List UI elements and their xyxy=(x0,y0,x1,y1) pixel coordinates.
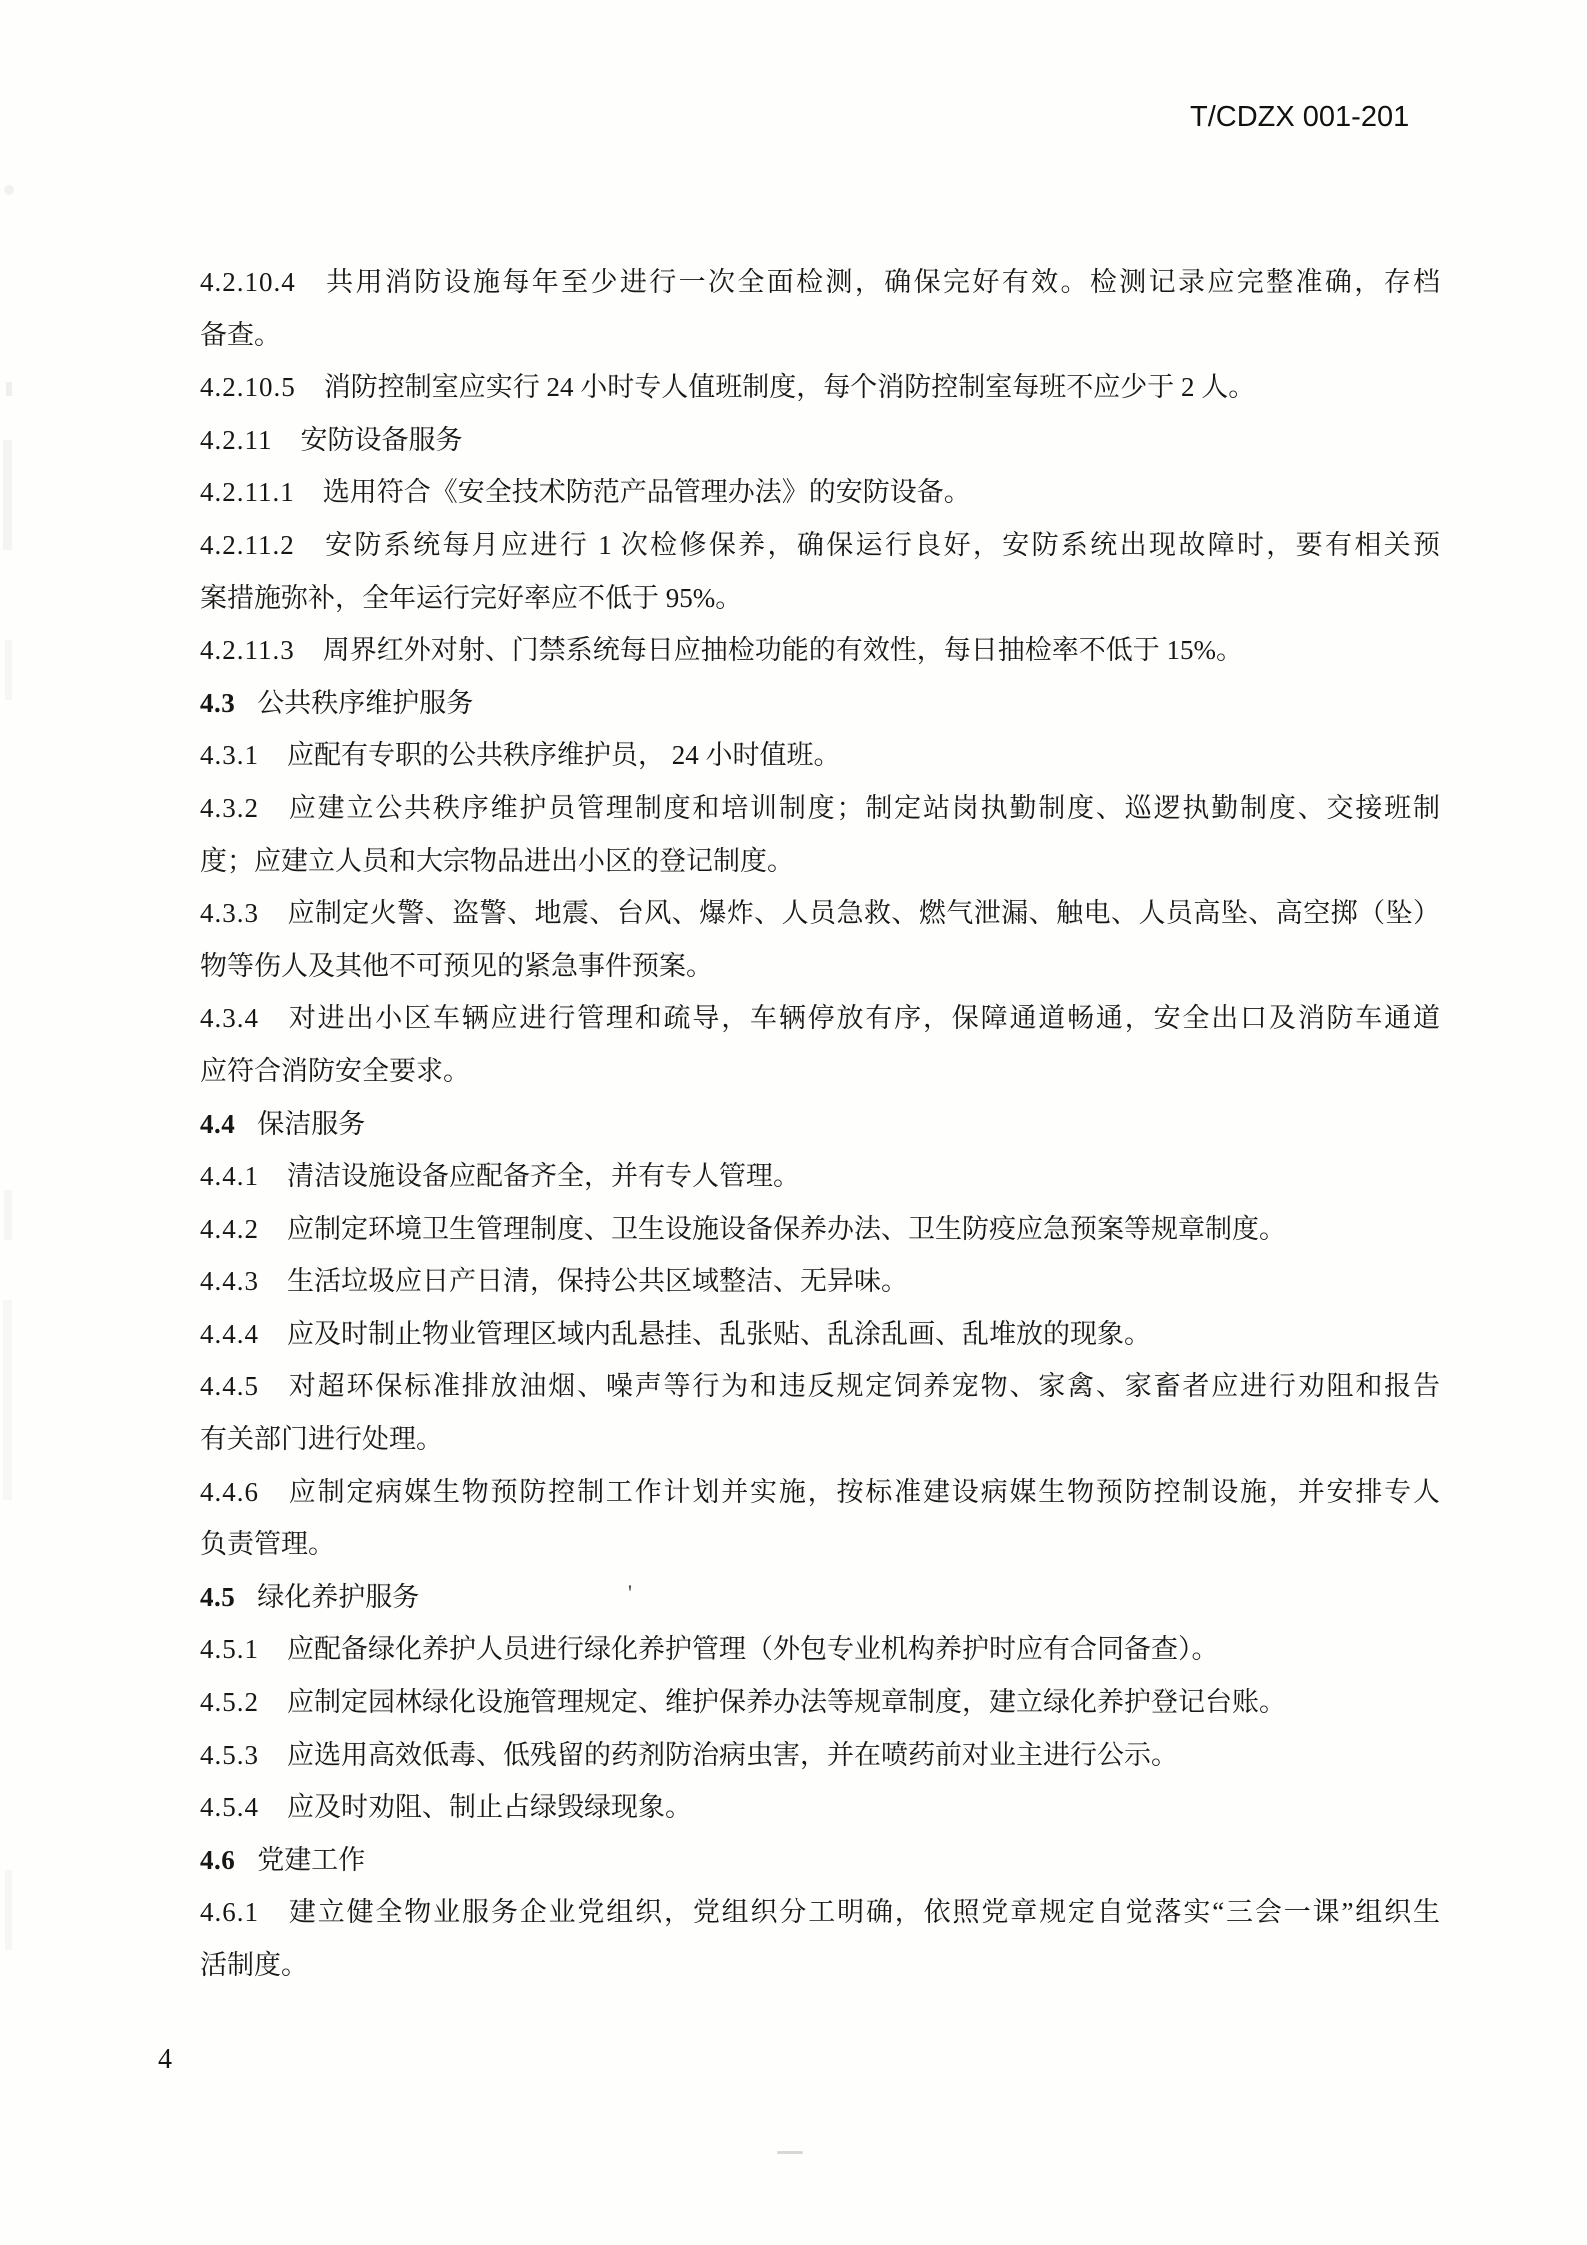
clause-text: 清洁设施设备应配备齐全，并有专人管理。 xyxy=(287,1161,800,1192)
section-heading-line xyxy=(200,677,1440,730)
clause-text: 负责管理。 xyxy=(200,1529,335,1560)
clause-line xyxy=(200,361,1440,414)
clause-number: 4.5.4 xyxy=(200,1792,259,1823)
clause-line xyxy=(200,624,1440,677)
clause-number: 4.5 xyxy=(200,1581,236,1612)
clause-text: 案措施弥补，全年运行完好率应不低于 95%。 xyxy=(200,582,743,613)
clause-number: 4.6 xyxy=(200,1844,236,1875)
clause-text: 党建工作 xyxy=(257,1844,366,1875)
clause-text: 对进出小区车辆应进行管理和疏导，车辆停放有序，保障通道畅通，安全出口及消防车通道 xyxy=(287,1003,1440,1034)
clause-line xyxy=(200,1413,1440,1466)
clause-text: 度；应建立人员和大宗物品进出小区的登记制度。 xyxy=(200,845,794,876)
clause-line xyxy=(200,572,1440,625)
clause-text: 安防系统每月应进行 1 次检修保养，确保运行良好，安防系统出现故障时，要有相关预 xyxy=(322,529,1440,560)
clause-number: 4.2.10.5 xyxy=(200,372,296,403)
scan-artifact xyxy=(3,1300,12,1500)
section-heading-line xyxy=(200,1834,1440,1887)
clause-number: 4.4.1 xyxy=(200,1161,259,1192)
clause-text: 应配有专职的公共秩序维护员， 24 小时值班。 xyxy=(287,740,841,771)
clause-text: 建立健全物业服务企业党组织，党组织分工明确，依照党章规定自觉落实“三会一课”组织生 xyxy=(287,1897,1440,1928)
standard-code-header: T/CDZX 001-201 xyxy=(1190,101,1410,133)
clause-number: 4.4.6 xyxy=(200,1476,259,1507)
clause-text: 备查。 xyxy=(200,319,281,350)
scan-artifact xyxy=(5,1870,12,1950)
clause-number: 4.2.10.4 xyxy=(200,267,296,297)
scan-artifact-tick: ' xyxy=(628,1580,632,1605)
clause-text: 安防设备服务 xyxy=(300,424,463,455)
clause-number: 4.4.2 xyxy=(200,1213,259,1244)
clause-text: 绿化养护服务 xyxy=(257,1581,420,1612)
clause-line xyxy=(200,466,1440,519)
clause-text: 共用消防设施每年至少进行一次全面检测，确保完好有效。检测记录应完整准确，存档 xyxy=(323,267,1440,297)
clause-text: 应建立公共秩序维护员管理制度和培训制度；制定站岗执勤制度、巡逻执勤制度、交接班制 xyxy=(287,792,1440,823)
clause-number: 4.5.3 xyxy=(200,1739,259,1770)
clause-text: 应制定火警、盗警、地震、台风、爆炸、人员急救、燃气泄漏、触电、人员高坠、高空掷（坠） xyxy=(287,898,1440,929)
clause-text: 应符合消防安全要求。 xyxy=(200,1055,470,1086)
clause-text: 应选用高效低毒、低残留的药剂防治病虫害，并在喷药前对业主进行公示。 xyxy=(287,1739,1178,1770)
clause-line xyxy=(200,782,1440,835)
clause-number: 4.4.4 xyxy=(200,1318,259,1349)
clause-line xyxy=(200,309,1440,362)
clause-number: 4.2.11.3 xyxy=(200,635,295,666)
clause-line xyxy=(200,1676,1440,1729)
clause-line xyxy=(200,1886,1440,1939)
clause-line xyxy=(200,519,1440,572)
clause-line xyxy=(200,887,1440,940)
clause-text: 周界红外对射、门禁系统每日应抽检功能的有效性，每日抽检率不低于 15%。 xyxy=(322,635,1243,666)
clause-line xyxy=(200,1360,1440,1413)
clause-number: 4.3.2 xyxy=(200,792,259,823)
clause-number: 4.2.11.1 xyxy=(200,477,295,508)
clause-text: 活制度。 xyxy=(200,1950,308,1980)
clause-text: 保洁服务 xyxy=(257,1108,366,1139)
scan-artifact xyxy=(4,185,14,195)
clause-number: 4.5.2 xyxy=(200,1687,259,1718)
clause-line xyxy=(200,1045,1440,1098)
clause-text: 应制定环境卫生管理制度、卫生设施设备保养办法、卫生防疫应急预案等规章制度。 xyxy=(287,1213,1286,1244)
clause-number: 4.5.1 xyxy=(200,1634,259,1665)
clause-line xyxy=(200,1623,1440,1676)
clause-number: 4.4 xyxy=(200,1108,236,1139)
clause-text: 应制定病媒生物预防控制工作计划并实施，按标准建设病媒生物预防控制设施，并安排专人 xyxy=(287,1476,1440,1507)
clause-text: 应配备绿化养护人员进行绿化养护管理（外包专业机构养护时应有合同备查）。 xyxy=(287,1634,1219,1665)
clause-text: 物等伤人及其他不可预见的紧急事件预案。 xyxy=(200,950,713,981)
clause-line xyxy=(200,256,1440,309)
clause-text: 应及时制止物业管理区域内乱悬挂、乱张贴、乱涂乱画、乱堆放的现象。 xyxy=(287,1318,1151,1349)
clause-text: 消防控制室应实行 24 小时专人值班制度，每个消防控制室每班不应少于 2 人。 xyxy=(323,372,1256,403)
clause-line xyxy=(200,1150,1440,1203)
clause-text: 对超环保标准排放油烟、噪声等行为和违反规定饲养宠物、家禽、家畜者应进行劝阻和报告 xyxy=(287,1371,1440,1402)
clause-line xyxy=(200,1466,1440,1519)
clause-number: 4.6.1 xyxy=(200,1897,259,1928)
clause-number: 4.3.1 xyxy=(200,740,259,771)
clause-line xyxy=(200,1781,1440,1834)
clause-text: 有关部门进行处理。 xyxy=(200,1424,443,1455)
scan-artifact xyxy=(5,640,12,700)
clause-line xyxy=(200,1308,1440,1361)
clause-text: 选用符合《安全技术防范产品管理办法》的安防设备。 xyxy=(322,477,971,508)
clause-line xyxy=(200,1939,1440,1992)
clause-line xyxy=(200,1255,1440,1308)
clause-line xyxy=(200,1729,1440,1782)
clause-text: 应制定园林绿化设施管理规定、维护保养办法等规章制度，建立绿化养护登记台账。 xyxy=(287,1687,1286,1718)
clause-line xyxy=(200,414,1440,467)
clause-text: 生活垃圾应日产日清，保持公共区域整洁、无异味。 xyxy=(287,1266,908,1297)
scan-artifact xyxy=(6,382,12,396)
clause-line xyxy=(200,940,1440,993)
clause-text: 应及时劝阻、制止占绿毁绿现象。 xyxy=(287,1792,692,1823)
scan-artifact xyxy=(4,1190,12,1240)
clause-number: 4.3 xyxy=(200,687,236,718)
clause-line xyxy=(200,835,1440,888)
clause-line xyxy=(200,992,1440,1045)
clause-line xyxy=(200,729,1440,782)
clause-number: 4.4.5 xyxy=(200,1371,259,1402)
clause-number: 4.3.4 xyxy=(200,1003,259,1034)
clause-number: 4.3.3 xyxy=(200,898,259,929)
clause-text: 公共秩序维护服务 xyxy=(257,687,474,718)
scan-artifact-dash xyxy=(777,2151,803,2154)
section-heading-line xyxy=(200,1098,1440,1151)
clause-number: 4.2.11.2 xyxy=(200,529,295,560)
clause-line xyxy=(200,1203,1440,1256)
clause-number: 4.2.11 xyxy=(200,424,273,455)
section-heading-line xyxy=(200,1571,1440,1624)
clause-number: 4.4.3 xyxy=(200,1266,259,1297)
clause-line xyxy=(200,1518,1440,1571)
scan-artifact xyxy=(3,440,12,550)
page-number: 4 xyxy=(158,2044,172,2075)
document-body xyxy=(200,256,1440,1992)
